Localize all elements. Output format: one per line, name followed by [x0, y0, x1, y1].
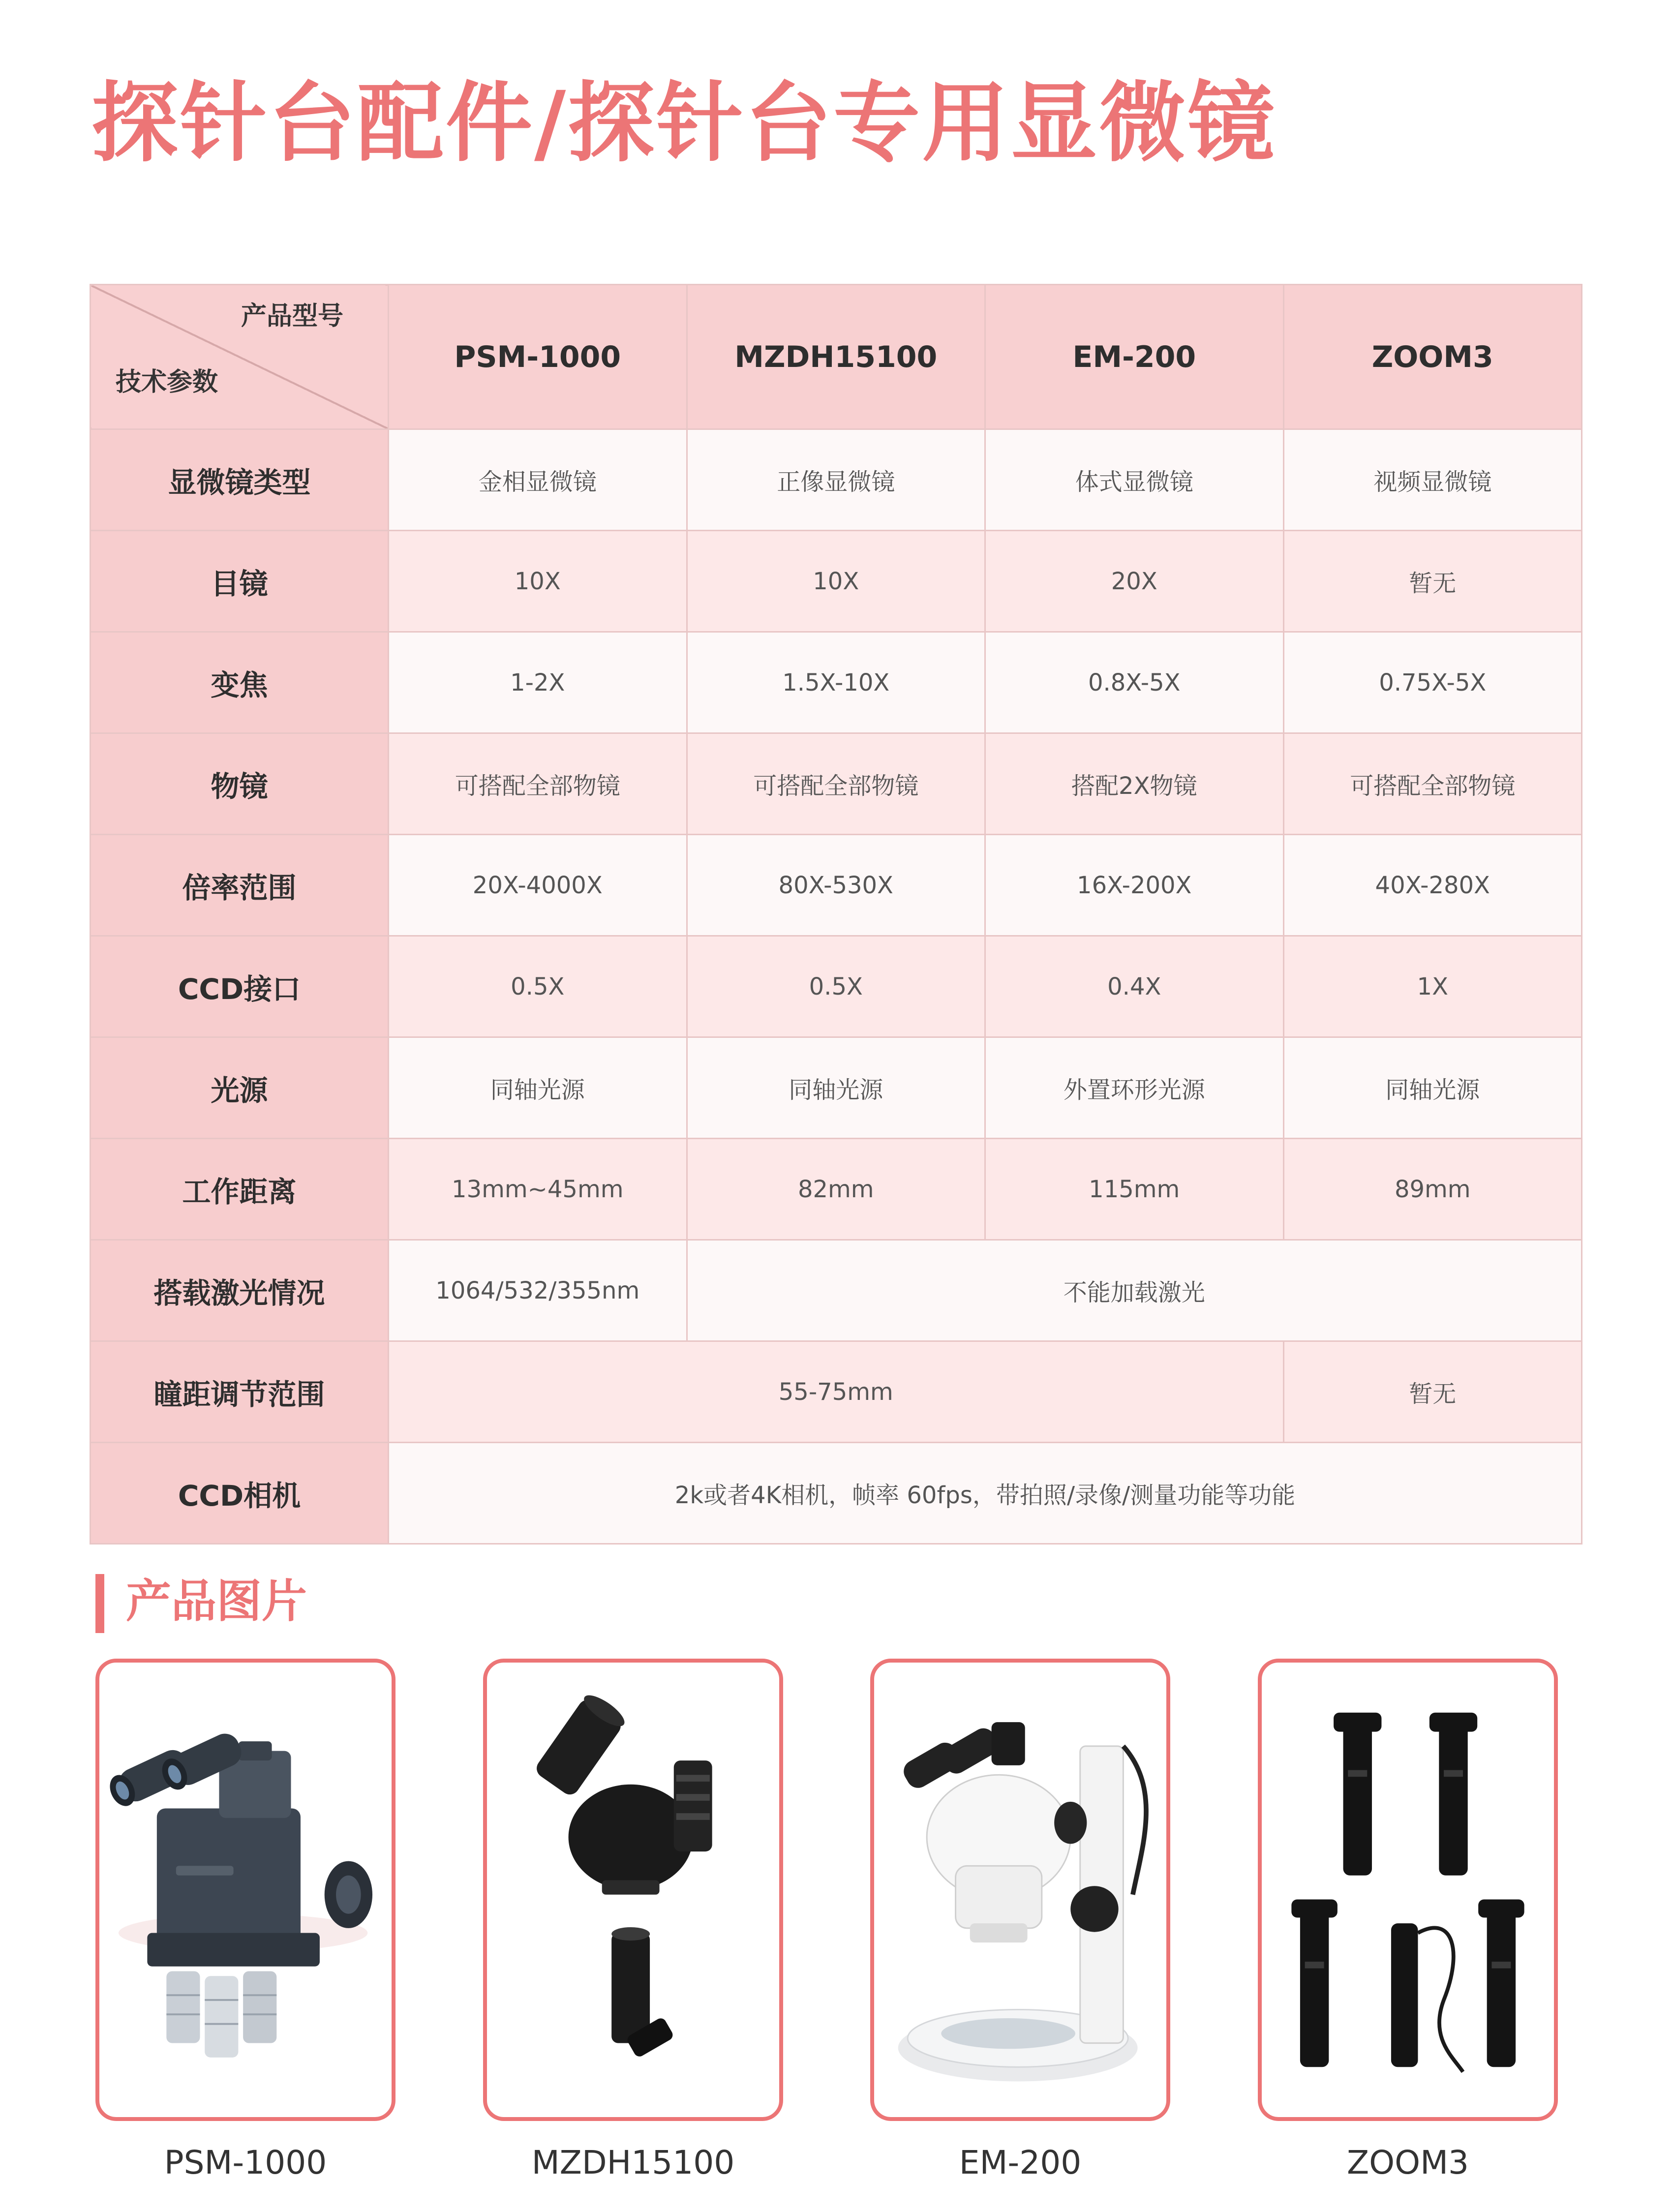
table-cell: 同轴光源	[389, 1037, 687, 1139]
table-row	[91, 531, 1582, 632]
row-label: 瞳距调节范围	[91, 1341, 389, 1443]
table-cell: 115mm	[985, 1139, 1284, 1240]
table-cell: 0.5X	[389, 936, 687, 1037]
table-row	[91, 1037, 1582, 1139]
row-label: 工作距离	[91, 1139, 389, 1240]
table-corner-cell	[91, 285, 389, 429]
table-cell-merged: 2k或者4K相机，帧率 60fps，带拍照/录像/测量功能等功能	[389, 1443, 1582, 1544]
table-cell: 0.4X	[985, 936, 1284, 1037]
table-cell: 82mm	[687, 1139, 985, 1240]
table-cell: 0.75X-5X	[1283, 632, 1582, 733]
row-label: 物镜	[91, 733, 389, 835]
table-cell: 1064/532/355nm	[389, 1240, 687, 1341]
table-row	[91, 429, 1582, 531]
table-row	[91, 1240, 1582, 1341]
section-title: 产品图片	[126, 1575, 307, 1628]
table-cell: 80X-530X	[687, 835, 985, 936]
table-cell: 暂无	[1283, 1341, 1582, 1443]
row-label: 目镜	[91, 531, 389, 632]
model-header: MZDH15100	[687, 285, 985, 429]
table-header-row	[91, 285, 1582, 429]
spec-table	[90, 284, 1582, 1545]
table-cell: 搭配2X物镜	[985, 733, 1284, 835]
stereo-microscope-icon	[874, 1663, 1166, 2117]
table-cell: 20X	[985, 531, 1284, 632]
product-photo-card	[95, 1659, 395, 2121]
row-label: 显微镜类型	[91, 429, 389, 531]
table-cell: 1-2X	[389, 632, 687, 733]
row-label: 光源	[91, 1037, 389, 1139]
metallurgical-microscope-icon	[99, 1663, 392, 2117]
table-cell: 可搭配全部物镜	[687, 733, 985, 835]
product-caption: EM-200	[959, 2144, 1082, 2182]
model-header: PSM-1000	[389, 285, 687, 429]
model-header: ZOOM3	[1283, 285, 1582, 429]
table-cell: 同轴光源	[1283, 1037, 1582, 1139]
table-cell-merged: 不能加载激光	[687, 1240, 1582, 1341]
table-row	[91, 1139, 1582, 1240]
table-row	[91, 835, 1582, 936]
table-row	[91, 936, 1582, 1037]
row-label: 变焦	[91, 632, 389, 733]
video-microscope-lens-icon	[1262, 1663, 1554, 2117]
product-caption: MZDH15100	[531, 2144, 735, 2182]
table-cell: 1X	[1283, 936, 1582, 1037]
table-cell: 20X-4000X	[389, 835, 687, 936]
corner-label-params: 技术参数	[116, 367, 218, 397]
table-cell: 0.5X	[687, 936, 985, 1037]
table-cell: 外置环形光源	[985, 1037, 1284, 1139]
section-accent-bar	[95, 1574, 104, 1633]
table-row	[91, 733, 1582, 835]
product-photo-card	[1258, 1659, 1558, 2121]
table-cell: 正像显微镜	[687, 429, 985, 531]
table-cell: 暂无	[1283, 531, 1582, 632]
table-cell: 13mm~45mm	[389, 1139, 687, 1240]
table-row	[91, 1341, 1582, 1443]
row-label: CCD相机	[91, 1443, 389, 1544]
table-cell: 16X-200X	[985, 835, 1284, 936]
row-label: 搭载激光情况	[91, 1240, 389, 1341]
product-photo-card	[483, 1659, 783, 2121]
table-cell: 0.8X-5X	[985, 632, 1284, 733]
table-cell: 89mm	[1283, 1139, 1582, 1240]
page-title: 探针台配件/探针台专用显微镜	[91, 73, 1277, 174]
upright-microscope-icon	[487, 1663, 779, 2117]
product-caption: PSM-1000	[164, 2144, 327, 2182]
table-cell: 可搭配全部物镜	[389, 733, 687, 835]
table-cell: 1.5X-10X	[687, 632, 985, 733]
row-label: CCD接口	[91, 936, 389, 1037]
table-row	[91, 632, 1582, 733]
corner-label-model: 产品型号	[241, 302, 343, 331]
model-header: EM-200	[985, 285, 1284, 429]
table-cell: 体式显微镜	[985, 429, 1284, 531]
table-row	[91, 1443, 1582, 1544]
table-cell: 10X	[389, 531, 687, 632]
product-photo-card	[870, 1659, 1170, 2121]
table-cell: 可搭配全部物镜	[1283, 733, 1582, 835]
table-cell: 10X	[687, 531, 985, 632]
table-cell: 40X-280X	[1283, 835, 1582, 936]
table-cell: 同轴光源	[687, 1037, 985, 1139]
table-cell-merged: 55-75mm	[389, 1341, 1284, 1443]
table-cell: 视频显微镜	[1283, 429, 1582, 531]
row-label: 倍率范围	[91, 835, 389, 936]
table-cell: 金相显微镜	[389, 429, 687, 531]
product-caption: ZOOM3	[1346, 2144, 1469, 2182]
